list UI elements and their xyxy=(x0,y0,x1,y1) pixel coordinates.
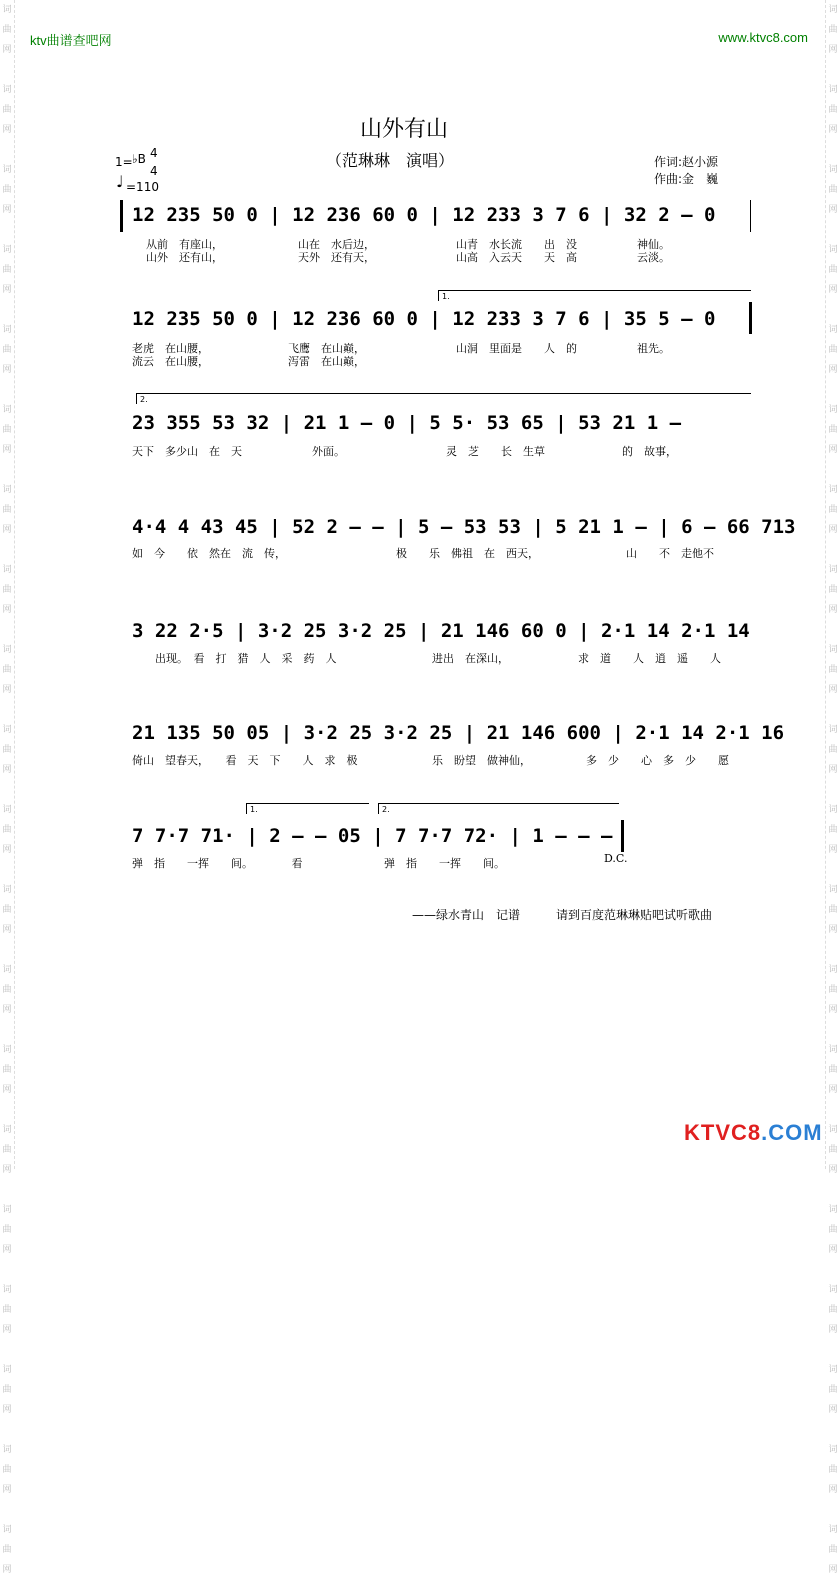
notes-row-5: 3 22 2·5 | 3·2 25 3·2 25 | 21 146 60 0 | 2·1 14 2·1 14 xyxy=(132,620,750,642)
lyrics-row-3-seg2: 外面。 xyxy=(312,445,345,458)
lyrics-row-1b-seg3: 山高 入云天 天 高 xyxy=(456,251,577,264)
quarter-note-icon: ♩ xyxy=(116,172,124,191)
right-watermark-strip: 词 曲 网 词 曲 网 词 曲 网 词 曲 网 词 曲 网 词 曲 网 词 曲 网 词 曲 网 词 曲 网 词 曲 网 词 曲 网 词 曲 网 词 曲 网 词 曲 网 词 曲 网 词 曲 网 词 曲 网 词 曲 网 词 曲 网 词 曲 网 xyxy=(825,0,840,1169)
logo-main: KTVC8 xyxy=(684,1120,762,1145)
key-flat: ♭B xyxy=(132,152,146,166)
lyrics-row-5-seg3: 求 道 人 逍 遥 人 xyxy=(578,652,721,665)
volta-2-label: 2. xyxy=(140,395,148,404)
header-right-url[interactable]: www.ktvc8.com xyxy=(718,30,808,45)
lyrics-row-1b-seg4: 云淡。 xyxy=(637,251,670,264)
notes-row-4: 4·4 4 43 45 | 52 2 — — | 5 — 53 53 | 5 21 1 — | 6 — 66 713 xyxy=(132,516,796,538)
lyrics-row-6-seg3: 多 少 心 多 少 愿 xyxy=(586,754,729,767)
lyrics-row-2a-seg3: 山洞 里面是 人 的 xyxy=(456,342,577,355)
lyrics-row-1a-seg3: 山青 水长流 出 没 xyxy=(456,238,577,251)
volta-2-final xyxy=(378,803,619,814)
logo-tld: COM xyxy=(768,1120,823,1145)
lyrics-row-3-seg4: 的 故事， xyxy=(622,445,677,458)
lyrics-row-2a-seg2: 飞鹰 在山巅， xyxy=(288,342,365,355)
composer: 作曲:金 巍 xyxy=(654,172,719,186)
lyrics-row-5-seg1: 出现。 看 打 猎 人 采 药 人 xyxy=(155,652,337,665)
volta-2 xyxy=(136,393,751,404)
notes-row-3: 23 355 53 32 | 21 1 — 0 | 5 5· 53 65 | 53 21 1 — xyxy=(132,412,682,434)
logo-dot: . xyxy=(761,1120,769,1145)
lyrics-row-2b-seg2: 泻雷 在山巅， xyxy=(288,355,365,368)
header-left-site[interactable]: ktv曲谱查吧网 xyxy=(30,33,112,48)
repeat-start-barline xyxy=(120,200,123,232)
tempo: =110 xyxy=(126,180,159,194)
dc-marking: D.C. xyxy=(604,852,628,865)
lyrics-row-2a-seg1: 老虎 在山腰， xyxy=(132,342,209,355)
lyrics-row-7-seg1: 弹 指 一挥 间。 看 xyxy=(132,857,303,870)
barline xyxy=(750,200,751,232)
notes-row-6: 21 135 50 05 | 3·2 25 3·2 25 | 21 146 600 | 2·1 14 2·1 16 xyxy=(132,722,785,744)
song-title: 山外有山 xyxy=(360,117,449,142)
repeat-end-barline xyxy=(749,302,752,334)
volta-1-final-label: 1. xyxy=(250,805,258,814)
lyrics-row-1a-seg4: 神仙。 xyxy=(637,238,670,251)
volta-1-label: 1. xyxy=(442,292,450,301)
lyrics-row-4-seg3: 山 不 走他不 xyxy=(626,547,714,560)
lyricist: 作词:赵小源 xyxy=(654,155,719,169)
site-logo[interactable] xyxy=(684,1120,823,1146)
volta-2-final-label: 2. xyxy=(382,805,390,814)
time-top: 4 xyxy=(150,146,158,160)
lyrics-row-3-seg1: 天下 多少山 在 天 xyxy=(132,445,242,458)
performer: （范琳琳 演唱） xyxy=(326,151,455,170)
lyrics-row-6-seg2: 乐 盼望 做神仙， xyxy=(432,754,531,767)
notes-row-2: 12 235 50 0 | 12 236 60 0 | 12 233 3 7 6 | 35 5 — 0 xyxy=(132,308,716,330)
final-barline xyxy=(621,820,624,852)
lyrics-row-1b-seg1: 山外 还有山， xyxy=(146,251,223,264)
lyrics-row-3-seg3: 灵 芝 长 生草 xyxy=(446,445,545,458)
lyrics-row-1a-seg2: 山在 水后边， xyxy=(298,238,375,251)
lyrics-row-2b-seg1: 流云 在山腰， xyxy=(132,355,209,368)
lyrics-row-1a-seg1: 从前 有座山， xyxy=(146,238,223,251)
lyrics-row-5-seg2: 进出 在深山， xyxy=(432,652,509,665)
volta-1 xyxy=(438,290,751,301)
time-bottom: 4 xyxy=(150,164,158,178)
notes-row-1: 12 235 50 0 | 12 236 60 0 | 12 233 3 7 6 | 32 2 — 0 xyxy=(132,204,716,226)
lyrics-row-4-seg1: 如 今 依 然在 流 传， xyxy=(132,547,286,560)
volta-1-final xyxy=(246,803,369,814)
lyrics-row-1b-seg2: 天外 还有天， xyxy=(298,251,375,264)
left-watermark-strip: 词 曲 网 词 曲 网 词 曲 网 词 曲 网 词 曲 网 词 曲 网 词 曲 网 词 曲 网 词 曲 网 词 曲 网 词 曲 网 词 曲 网 词 曲 网 词 曲 网 词 曲 网 词 曲 网 词 曲 网 词 曲 网 词 曲 网 词 曲 网 xyxy=(0,0,15,1169)
lyrics-row-7-seg2: 弹 指 一挥 间。 xyxy=(384,857,505,870)
notes-row-7: 7 7·7 71· | 2 — — 05 | 7 7·7 72· | 1 — — — xyxy=(132,825,613,847)
footer-credit: ——绿水青山 记谱 请到百度范琳琳贴吧试听歌曲 xyxy=(412,908,713,922)
key-label: 1= xyxy=(115,155,133,169)
lyrics-row-6-seg1: 倚山 望春天， 看 天 下 人 求 极 xyxy=(132,754,358,767)
lyrics-row-2a-seg4: 祖先。 xyxy=(637,342,670,355)
lyrics-row-4-seg2: 极 乐 佛祖 在 西天， xyxy=(396,547,539,560)
